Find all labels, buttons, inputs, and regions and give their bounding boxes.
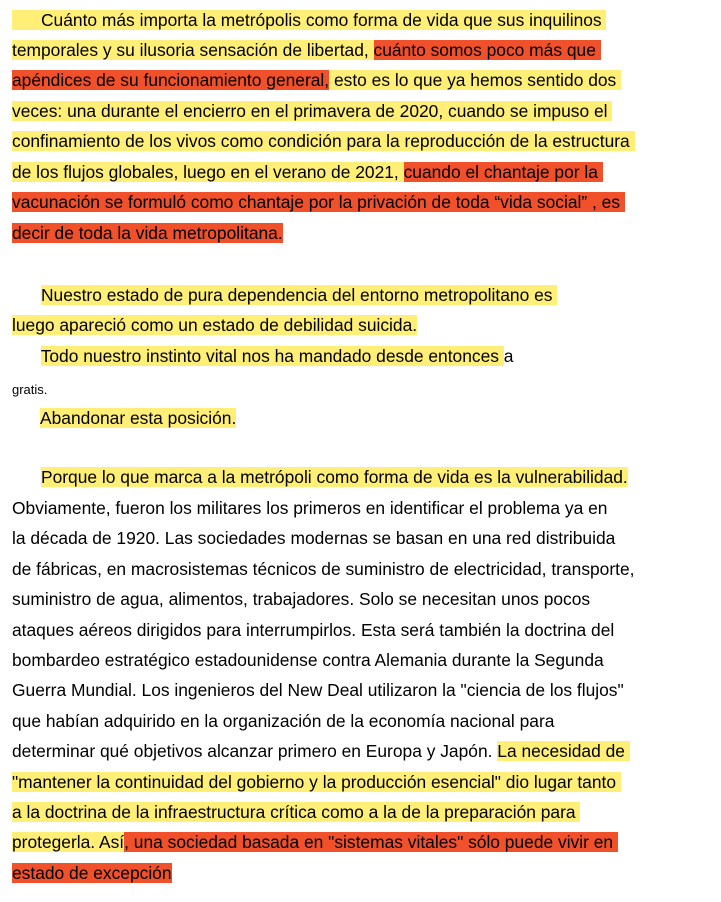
orange-highlight-text: cuando el chantaje por la: [403, 162, 603, 182]
orange-highlight-text: , una sociedad basada en "sistemas vitales" sólo puede vivir en: [124, 832, 618, 852]
yellow-highlight-text: La necesidad de: [497, 741, 630, 761]
plain-text: ataques aéreos dirigidos para interrumpirlos. Esta será también la doctrina del: [12, 620, 615, 640]
yellow-highlight-text: Porque lo que marca a la metrópoli como forma de vida es la vulnerabilidad.: [41, 467, 628, 487]
text-line: [12, 527, 615, 549]
text-line: [12, 284, 557, 306]
plain-text: [12, 467, 41, 487]
yellow-highlight-text: esto es lo que ya hemos sentido dos: [329, 70, 622, 90]
text-line: [12, 191, 625, 213]
text-line: [12, 710, 554, 732]
text-line: [12, 100, 612, 122]
orange-highlight-text: apéndices de su funcionamiento general,: [12, 70, 330, 90]
plain-text: Obviamente, fueron los militares los primeros en identificar el problema ya en: [12, 498, 608, 518]
plain-text: [12, 285, 41, 305]
text-line: [12, 679, 624, 701]
yellow-highlight-text: Cuánto más importa la metrópolis como forma de vida que sus inquilinos: [12, 10, 607, 30]
orange-highlight-text: vacunación se formuló como chantaje por la privación de toda “vida social” , es: [12, 192, 625, 212]
text-line: [12, 649, 604, 671]
plain-text: a: [503, 346, 514, 366]
text-line: [12, 222, 283, 244]
plain-text: que habían adquirido en la organización de la economía nacional para: [12, 711, 555, 731]
yellow-highlight-text: Abandonar esta posición.: [40, 408, 237, 428]
text-line: [12, 69, 621, 91]
text-line: [12, 771, 621, 793]
text-line: [12, 9, 606, 31]
text-line: [12, 801, 580, 823]
yellow-highlight-text: confinamiento de los vivos como condición para la reproducción de la estructura: [12, 131, 635, 151]
text-line: [12, 619, 614, 641]
text-line: [12, 466, 628, 488]
text-line: [12, 862, 172, 884]
plain-text: la década de 1920. Las sociedades modernas se basan en una red distribuida: [12, 528, 616, 548]
plain-text: bombardeo estratégico estadounidense contra Alemania durante la Segunda: [12, 650, 604, 670]
text-line: [12, 161, 603, 183]
yellow-highlight-text: temporales y su ilusoria sensación de libertad,: [12, 40, 374, 60]
yellow-highlight-text: "mantener la continuidad del gobierno y la producción esencial" dio lugar tanto: [12, 772, 621, 792]
plain-text: gratis.: [12, 382, 48, 397]
text-line: [12, 588, 590, 610]
orange-highlight-text: decir de toda la vida metropolitana.: [12, 223, 283, 243]
text-line: [12, 314, 417, 336]
text-line: [12, 407, 236, 429]
yellow-highlight-text: veces: una durante el encierro en el primavera de 2020, cuando se impuso el: [12, 101, 613, 121]
orange-highlight-text: cuánto somos poco más que: [373, 40, 601, 60]
orange-highlight-text: estado de excepción: [12, 863, 172, 883]
plain-text: [12, 408, 40, 428]
text-line: [12, 345, 513, 367]
text-line: [12, 377, 47, 401]
text-line: [12, 740, 630, 762]
plain-text: de fábricas, en macrosistemas técnicos de suministro de electricidad, transporte,: [12, 559, 635, 579]
text-line: [12, 497, 607, 519]
plain-text: determinar qué objetivos alcanzar primero en Europa y Japón.: [12, 741, 498, 761]
yellow-highlight-text: Todo nuestro instinto vital nos ha mandado desde entonces: [40, 346, 504, 366]
plain-text: Guerra Mundial. Los ingenieros del New Deal utilizaron la "ciencia de los flujos": [12, 680, 624, 700]
yellow-highlight-text: de los flujos globales, luego en el verano de 2021,: [12, 162, 404, 182]
text-line: [12, 831, 618, 853]
yellow-highlight-text: a la doctrina de la infraestructura crítica como a la de la preparación para: [12, 802, 581, 822]
yellow-highlight-text: luego apareció como un estado de debilidad suicida.: [12, 315, 418, 335]
text-line: [12, 39, 601, 61]
yellow-highlight-text: Nuestro estado de pura dependencia del entorno metropolitano es: [41, 285, 558, 305]
plain-text: suministro de agua, alimentos, trabajadores. Solo se necesitan unos pocos: [12, 589, 591, 609]
plain-text: [12, 346, 41, 366]
text-line: [12, 558, 634, 580]
text-line: [12, 130, 635, 152]
yellow-highlight-text: protegerla. Así: [12, 832, 125, 852]
